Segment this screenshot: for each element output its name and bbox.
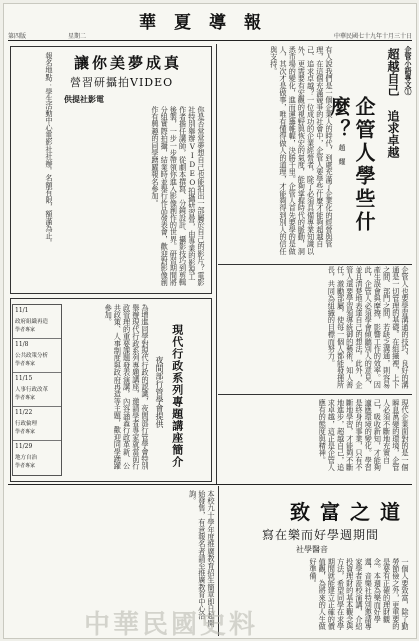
article-headline: 企管人學些什麼？ [327, 96, 376, 234]
schedule-speaker: 學者專家 [15, 327, 36, 333]
newspaper-page [3, 3, 417, 639]
video-ad-title: 讓你美夢成真 [74, 54, 183, 72]
video-ad-subtitle: 營習研攝拍VIDEO [70, 76, 174, 89]
page-number: 第四版 [8, 33, 27, 40]
lecture-provider: 夜間部行管學會提供 [155, 356, 164, 428]
video-ad-body-left: 報名地點：學生活動中心電影社社辦。名額有限，額滿為止。 [45, 52, 54, 247]
schedule-topic: 公共政策分析 [15, 353, 49, 359]
article-byline: 趙 耀 [338, 144, 346, 165]
masthead-rule [8, 40, 412, 41]
article-body-top: 有人說我們是一個企業人的時代，到處充滿了企業化的經營與管理，在這個充滿競爭的社會中，企管人要學些什麼才能夠超越自己、追求卓越？一位成功的企業經營者，除了必須具備專業知識以外，更需要有宏觀的視野與恢宏的氣度，能夠掌握時代的脈動，洞悉市場的變化，進而運籌帷幄，決勝千里。企管人首先要學的是做人，其次才是做事，唯有懂得做人的道理，才能夠得到別人的信任與支持。 [269, 46, 334, 255]
schedule-row [13, 305, 61, 339]
schedule-speaker: 學者專家 [15, 395, 36, 401]
lecture-body: 為增進同學對現代行政的認識，夜間部行管學會特別舉辦現代行政系列專題講座，邀請學者專家就當前行政管理的重要課題發表演講，內容涵蓋行政革新、公共政策、人事制度與政府再造等主題，歡迎同學踴躍參加。 [104, 304, 150, 470]
feature-title: 致富之道 [290, 500, 410, 524]
schedule-row [13, 441, 61, 474]
lecture-title: 現代行政系列專題講座簡介 [170, 324, 184, 468]
schedule-speaker: 學者專家 [15, 429, 36, 435]
issue-weekday: 星期二 [68, 33, 87, 40]
schedule-row [13, 407, 61, 441]
article-divider-2 [218, 394, 412, 395]
issue-date: 中華民國七十九年十月三十日 [333, 33, 412, 40]
feature-byline: 社學醫音 [296, 545, 328, 554]
newspaper-title: 華夏導報 [139, 13, 279, 33]
video-ad-provider: 供提社影電 [64, 94, 104, 104]
schedule-date: 11/29 [15, 443, 33, 450]
article-divider-1 [218, 264, 412, 265]
feature-body: 一個人要致富，除了勤勞節儉之外，更重要的是要有正確的理財觀念。本週為樂而好學週，音樂社特別邀請專家學者蒞校演講，介紹投資理財的基本觀念與方法，希望同學在求學期間就能建立正確的價值觀，為將來的人生做好準備。 [308, 558, 410, 630]
schedule-date: 11/1 [15, 307, 29, 314]
schedule-date: 11/15 [15, 375, 33, 382]
schedule-row [13, 373, 61, 407]
article-series-label: 企管小語專文① [404, 46, 413, 95]
feature-subtitle: 寫在樂而好學週期間 [262, 528, 380, 542]
schedule-row [13, 339, 61, 373]
schedule-speaker: 學者專家 [15, 463, 36, 469]
article-kicker: 超越自己 追求卓越 [386, 48, 400, 158]
schedule-topic: 政府組織再造 [15, 319, 49, 325]
notice-body: 本校九十學年度推廣教育招生簡章即日起開始發售，有意報名者請至推廣教育中心洽詢。 [188, 490, 216, 627]
article-body-lower: 現代企業面對的是一個瞬息萬變的環境，企管人必須不斷地充實自己，吸收新知，才能夠適應環境的變化。學習是終身的事業，只有不斷地學習，才能夠不斷地進步，超越自己，追求卓越，這正是企管人應有的態度與精神。 [318, 399, 410, 471]
masthead [4, 4, 416, 40]
section-rule [8, 484, 412, 485]
schedule-speaker: 學者專家 [15, 361, 36, 367]
archive-watermark: 中華民國史料 [84, 610, 259, 640]
schedule-topic: 人事行政改革 [15, 387, 49, 393]
column-divider [216, 44, 217, 484]
schedule-topic: 行政倫理 [15, 421, 38, 427]
video-ad-body: 你是否常常夢想自己也能拍出一部屬於自己的影片？電影社特別舉辦VIDEO拍攝研習營，由專業的影視工作者擔任講師，從劇本撰寫、分鏡設計、攝影技巧到剪輯後製，一步一步帶領你進入影像創作的世界。研習期間將分組實際拍攝，結業時並舉行作品發表會，歡迎對影像創作有興趣的同學踴躍報名參加。 [150, 106, 206, 286]
schedule-date: 11/22 [15, 409, 33, 416]
dateline [8, 31, 412, 39]
article-body-middle: 企管人也要學習溝通的技巧，良好的溝通是一切管理的基礎。在組織裡，上下之間、部門之間，若缺乏溝通，則容易產生誤會與摩擦，影響工作的效率。因此，企管人必須學會傾聽別人的意見，並且清楚地表達自己的想法。此外，企管人還要學習領導統御的藝術，知人善任，激勵部屬，使每一個人都能發揮所長，共同為組織的目標而努力。 [327, 266, 410, 389]
schedule-date: 11/8 [15, 341, 29, 348]
schedule-topic: 地方自治 [15, 455, 38, 461]
lecture-schedule [12, 304, 62, 476]
